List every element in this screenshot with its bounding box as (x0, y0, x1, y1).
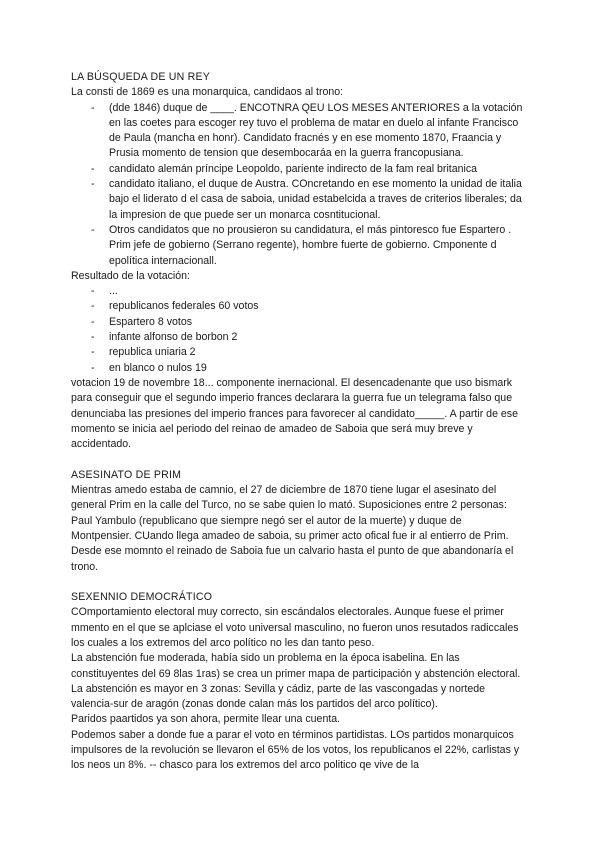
section3-paragraph: Podemos saber a donde fue a parar el voto en términos partidistas. LOs partidos monarquicos impulsores de la revolución se llevaron el 65% de los votos, los republicanos el 22%, carlistas y los neos un 8%. -- chasco para los extremos del arco politico qe vive de la (71, 728, 520, 772)
section1-closing: votacion 19 de novembre 18... componente inernacional. El desencadenante que uso bismark para conseguir que el segundo imperio frances declarara la guerra fue un telegrama falso que denunciaba las presiones del imperio frances para favorecer al candidato_____. A partir de ese momento se inicia ael periodo del reinao de amadeo de Saboia que será muy breve y accidentado. (71, 376, 518, 451)
spacer (71, 575, 523, 590)
results-label: Resultado de la votación: (71, 269, 190, 282)
section1-intro: La consti de 1869 es una monarquica, candidaos al trono: (71, 86, 344, 99)
section-title-asesinato-prim: ASESINATO DE PRIM (71, 468, 182, 481)
section-title-busqueda-rey: LA BÚSQUEDA DE UN REY (71, 71, 211, 83)
document-body (71, 70, 523, 774)
spacer (71, 452, 523, 467)
list-item: - republicanos federales 60 votos (71, 299, 523, 314)
list-item: - (dde 1846) duque de ____. ENCOTNRA QEU LOS MESES ANTERIORES a la votación en las coetes para escoger rey tuvo el problema de matar en duelo al infante Francisco de Paula (mancha en honr). Candidato fracnés y en ese momento 1870, Fraancia y Prusia momento de tension que desembocaráa en la guerra francopusiana. (71, 101, 523, 162)
list-item: - en blanco o nulos 19 (71, 361, 523, 376)
list-item: - Espartero 8 votos (71, 315, 523, 330)
list-item: - republica uniaria 2 (71, 345, 523, 360)
section3-paragraph: COmportamiento electoral muy correcto, sin escándalos electorales. Aunque fuese el primer mmento en el que se aplciase el voto universal masculino, no fueron unos resutados radiccales los cuales a los extremos del arco político no les dan tanto peso. (71, 606, 519, 649)
section-title-sexenio: SEXENNIO DEMOCRÁTICO (71, 591, 213, 604)
section3-paragraph: La abstención fue moderada, había sido un problema en la época isabelina. En las constituyentes del 69 8las 1ras) se crea un primer mapa de participación y abstención electoral. La abstención es mayor en 3 zonas: Sevilla y cádiz, parte de las vascongadas y nortede valencia-sur de aragón (zonas donde calan más los partidos del arco político). (71, 652, 521, 711)
list-item: - Otros candidatos que no prousieron su candidatura, el más pintoresco fue Espartero . Prim jefe de gobierno (Serrano regente), hombre fuerte de gobierno. Cmponente d epolítica internacionall. (71, 223, 523, 269)
list-item: - candidato alemán príncipe Leopoldo, pariente indirecto de la fam real britanica (71, 162, 523, 177)
vote-results-list (71, 284, 523, 376)
list-item: - candidato italiano, el duque de Austra. COncretando en ese momento la unidad de italia bajo el liderato d el casa de saboia, unidad estabelcida a traves de criterios liberales; da la impresion de que puede ser un monarca cosntitucional. (71, 177, 523, 223)
section3-paragraph: Paridos paartidos ya son ahora, permite llear una cuenta. (71, 713, 341, 726)
section2-body: Mientras amedo estaba de camnio, el 27 de diciembre de 1870 tiene lugar el asesinato del general Prim en la calle del Turco, no se sabe quien lo mató. Suposiciones entre 2 personas: Paul Yambulo (republicano que siempre negó ser el autor de la muerte) y duque de Montpensier. CUando llega amadeo de saboia, su primer acto ofical fue ir al entierro de Prim. Desde ese momnto el reinado de Saboia fue un calvario hasta el punto de que abandonaría el trono. (71, 484, 514, 573)
candidates-list (71, 101, 523, 269)
list-item: - infante alfonso de borbon 2 (71, 330, 523, 345)
list-item: - ... (71, 284, 523, 299)
